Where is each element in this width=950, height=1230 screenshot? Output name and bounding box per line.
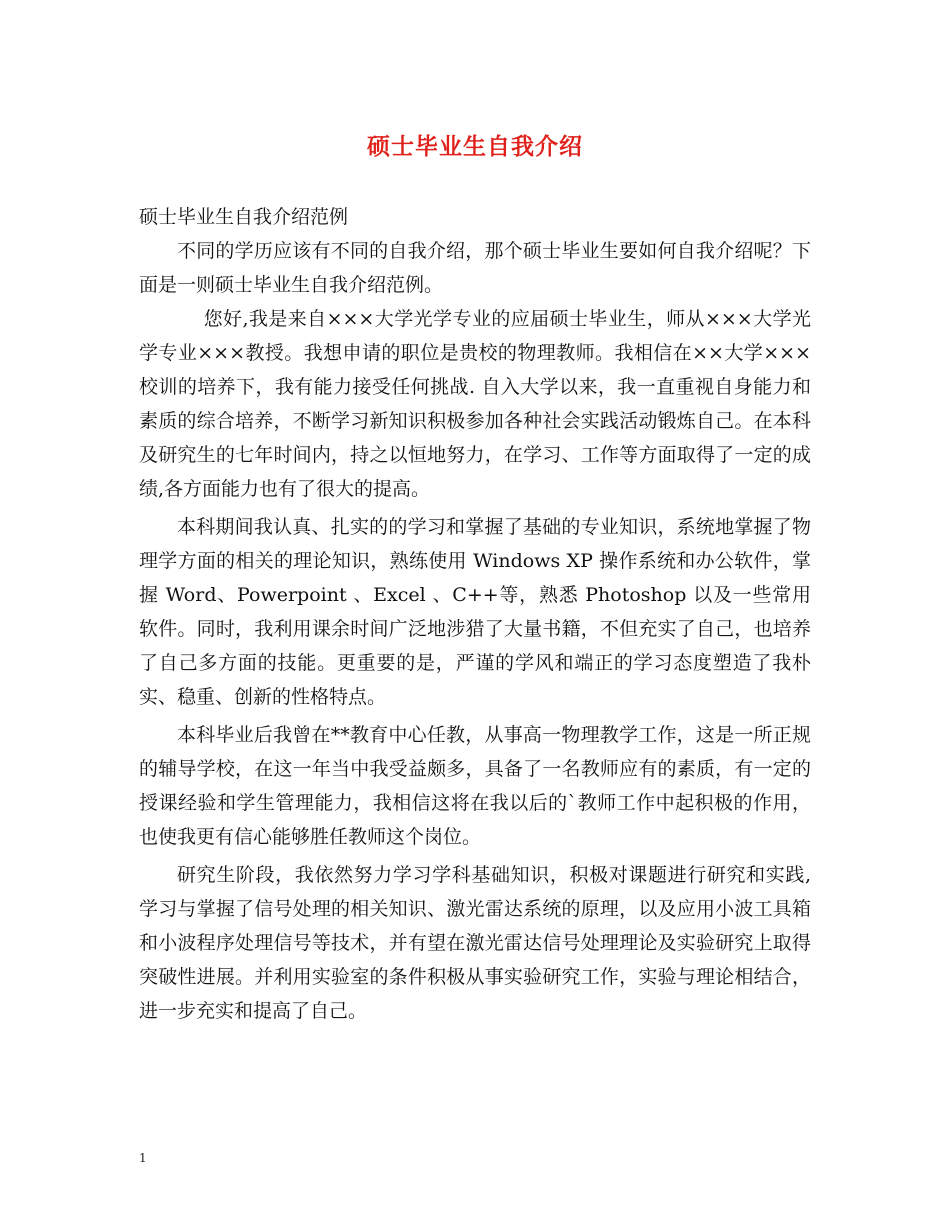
page-number: 1	[139, 1151, 147, 1165]
document-body	[139, 200, 811, 1028]
document-subtitle: 硕士毕业生自我介绍范例	[139, 206, 349, 228]
paragraph-teaching: 本科毕业后我曾在**教育中心任教，从事高一物理教学工作，这是一所正规的辅导学校，在这一年当中我受益颇多，具备了一名教师应有的素质，有一定的授课经验和学生管理能力，我相信这将在我以后的`教师工作中起积极的作用，也使我更有信心能够胜任教师这个岗位。	[139, 724, 811, 848]
paragraph-graduate: 研究生阶段，我依然努力学习学科基础知识，积极对课题进行研究和实践, 学习与掌握了信号处理的相关知识、激光雷达系统的原理，以及应用小波工具箱和小波程序处理信号等技术，并有望在激光雷达信号处理理论及实验研究上取得突破性进展。并利用实验室的条件积极从事实验研究工作，实验与理论相结合，进一步充实和提高了自己。	[139, 864, 811, 1022]
paragraph-intro: 不同的学历应该有不同的自我介绍，那个硕士毕业生要如何自我介绍呢？下面是一则硕士毕业生自我介绍范例。	[139, 240, 811, 296]
paragraph-greeting: 您好,我是来自×××大学光学专业的应届硕士毕业生，师从×××大学光学专业×××教授。我想申请的职位是贵校的物理教师。我相信在××大学×××校训的培养下，我有能力接受任何挑战. 自入大学以来，我一直重视自身能力和素质的综合培养，不断学习新知识积极参加各种社会实践活动锻炼自己。在本科及研究生的七年时间内，持之以恒地努力，在学习、工作等方面取得了一定的成绩,各方面能力也有了很大的提高。	[139, 308, 811, 500]
paragraph-undergraduate: 本科期间我认真、扎实的的学习和掌握了基础的专业知识，系统地掌握了物理学方面的相关的理论知识，熟练使用 Windows XP 操作系统和办公软件，掌握 Word、Powerpoint 、Excel 、C++等，熟悉 Photoshop 以及一些常用软件。同时，我利用课余时间广泛地涉猎了大量书籍，不但充实了自己，也培养了自己多方面的技能。更重要的是，严谨的学风和端正的学习态度塑造了我朴实、稳重、创新的性格特点。	[139, 516, 811, 708]
document-title: 硕士毕业生自我介绍	[367, 133, 583, 160]
